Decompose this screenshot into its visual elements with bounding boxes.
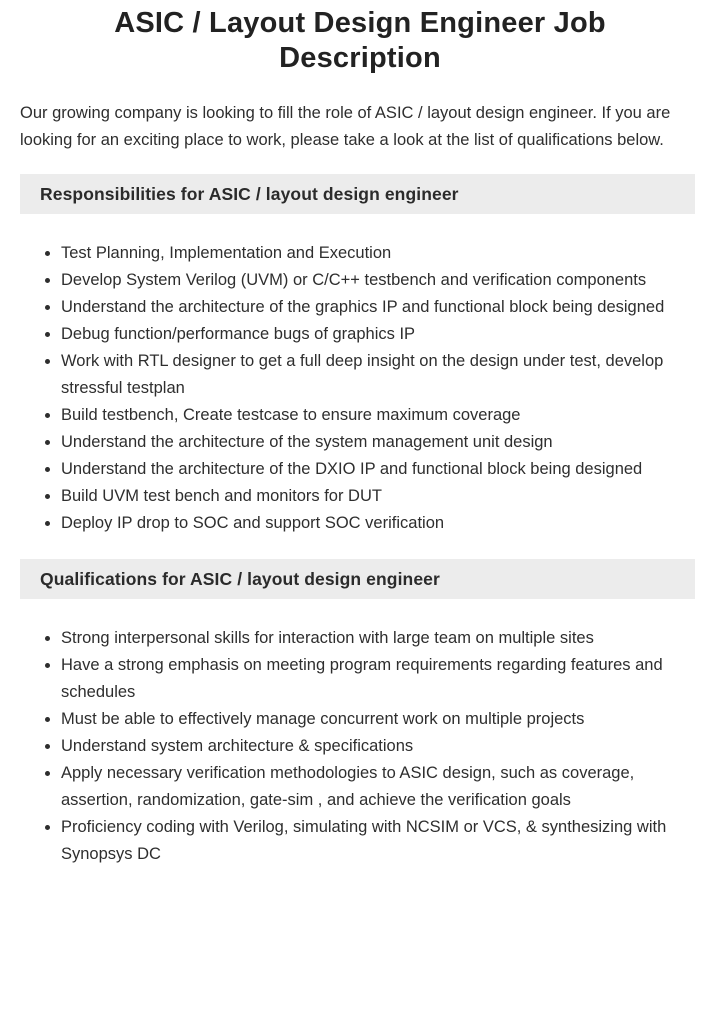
responsibility-list-item: Work with RTL designer to get a full deep insight on the design under test, develop stressful testplan [61,348,695,402]
responsibility-list-item: Deploy IP drop to SOC and support SOC verification [61,510,695,537]
responsibility-list-item: Build testbench, Create testcase to ensure maximum coverage [61,402,695,429]
qualifications-list [20,625,695,868]
responsibilities-heading: Responsibilities for ASIC / layout design engineer [40,183,459,204]
responsibility-list-item: Understand the architecture of the graphics IP and functional block being designed [61,294,695,321]
responsibilities-list [20,240,695,537]
qualification-list-item: Apply necessary verification methodologies to ASIC design, such as coverage, assertion, randomization, gate-sim , and achieve the verification goals [61,760,695,814]
responsibility-list-item: Understand the architecture of the DXIO IP and functional block being designed [61,456,695,483]
qualifications-heading: Qualifications for ASIC / layout design engineer [40,568,440,589]
section-responsibilities [0,174,720,537]
qualification-list-item: Have a strong emphasis on meeting program requirements regarding features and schedules [61,652,695,706]
qualification-list-item: Proficiency coding with Verilog, simulating with NCSIM or VCS, & synthesizing with Synopsys DC [61,814,695,868]
responsibility-list-item: Understand the architecture of the system management unit design [61,429,695,456]
qualification-list-item: Must be able to effectively manage concurrent work on multiple projects [61,706,695,733]
responsibility-list-item: Test Planning, Implementation and Execution [61,240,695,267]
section-qualifications [0,559,720,868]
responsibility-list-item: Build UVM test bench and monitors for DUT [61,483,695,510]
intro-paragraph: Our growing company is looking to fill the role of ASIC / layout design engineer. If you are looking for an exciting place to work, please take a look at the list of qualifications below. [20,104,671,149]
qualification-list-item: Strong interpersonal skills for interaction with large team on multiple sites [61,625,695,652]
page-title: ASIC / Layout Design Engineer Job Description [114,7,606,74]
responsibility-list-item: Debug function/performance bugs of graphics IP [61,321,695,348]
responsibilities-heading-bar [20,174,695,214]
qualification-list-item: Understand system architecture & specifications [61,733,695,760]
responsibility-list-item: Develop System Verilog (UVM) or C/C++ testbench and verification components [61,267,695,294]
qualifications-heading-bar [20,559,695,599]
